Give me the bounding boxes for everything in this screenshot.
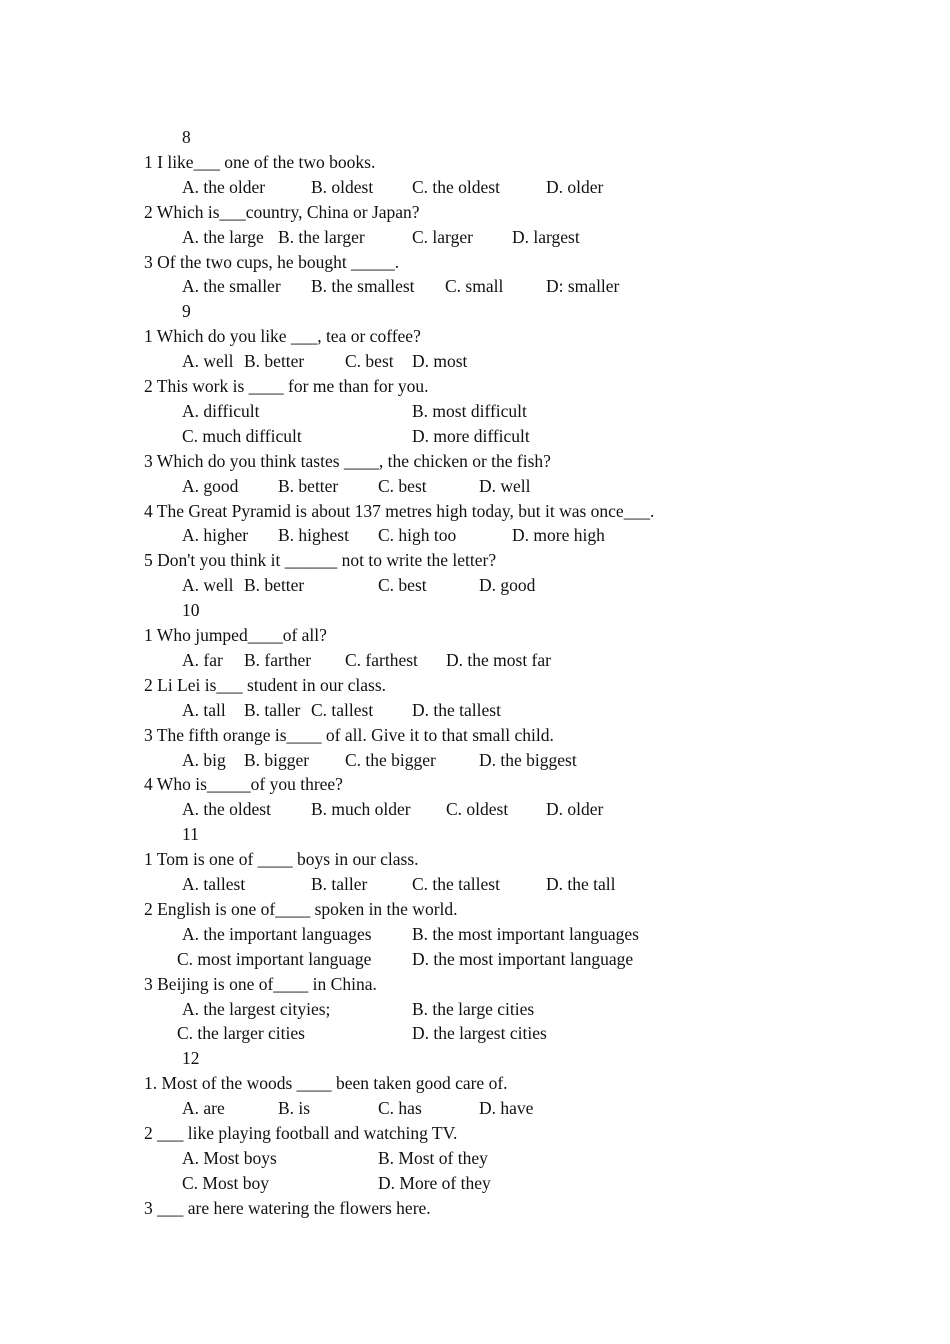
question-text: 1 Which do you like ___, tea or coffee? <box>144 326 421 347</box>
answer-option: A. Most boys <box>182 1147 277 1168</box>
options-row <box>0 698 950 723</box>
answer-option: D. more high <box>512 525 605 546</box>
answer-option: D. the biggest <box>479 749 577 770</box>
answer-option: D: smaller <box>546 276 620 297</box>
answer-option: C. high too <box>378 525 457 546</box>
answer-option: B. bigger <box>244 749 310 770</box>
question-text: 3 Which do you think tastes ____, the chicken or the fish? <box>144 450 551 471</box>
answer-option: D. more difficult <box>412 425 530 446</box>
answer-option: B. the most important languages <box>412 923 639 944</box>
answer-option: B. better <box>244 575 305 596</box>
answer-option: C. oldest <box>446 799 509 820</box>
answer-option: A. the important languages <box>182 923 372 944</box>
answer-option: D. More of they <box>378 1172 491 1193</box>
answer-option: D. older <box>546 799 604 820</box>
answer-option: B. better <box>278 475 339 496</box>
options-row <box>0 225 950 250</box>
options-row <box>0 997 950 1022</box>
answer-option: B. highest <box>278 525 349 546</box>
section-number: 9 <box>182 301 191 322</box>
answer-option: B. oldest <box>311 176 374 197</box>
section-number: 10 <box>182 600 200 621</box>
answer-option: B. farther <box>244 649 312 670</box>
options-row <box>0 474 950 499</box>
answer-option: B. the large cities <box>412 998 535 1019</box>
question-text: 2 ___ like playing football and watching TV. <box>144 1123 458 1143</box>
answer-option: C. the bigger <box>345 749 436 770</box>
answer-option: A. tallest <box>182 874 246 894</box>
question-text: 2 Which is___country, China or Japan? <box>144 201 420 222</box>
answer-option: A. tall <box>182 699 226 720</box>
answer-option: D. the tall <box>546 874 616 894</box>
options-row <box>0 872 950 897</box>
options-row <box>0 1096 950 1121</box>
question-text: 3 The fifth orange is____ of all. Give it to that small child. <box>144 724 554 745</box>
answer-option: D. the largest cities <box>412 1023 547 1044</box>
answer-option: A. the large <box>182 226 264 247</box>
question-text: 2 This work is ____ for me than for you. <box>144 376 429 396</box>
answer-option: C. the tallest <box>412 874 500 894</box>
answer-option: D. largest <box>512 226 580 247</box>
options-row <box>0 748 950 773</box>
answer-option: A. good <box>182 475 239 496</box>
options-row <box>0 175 950 200</box>
answer-option: A. far <box>182 649 223 670</box>
answer-option: D. the most important language <box>412 948 634 969</box>
options-row <box>0 349 950 374</box>
question-text: 5 Don't you think it ______ not to write the letter? <box>144 550 497 571</box>
question-text: 1 Tom is one of ____ boys in our class. <box>144 849 419 870</box>
answer-option: A. difficult <box>182 400 260 421</box>
answer-option: B. taller <box>244 699 301 720</box>
answer-option: C. the oldest <box>412 176 500 197</box>
answer-option: B. most difficult <box>412 400 527 421</box>
section-number: 11 <box>182 824 199 845</box>
answer-option: B. taller <box>311 874 368 894</box>
answer-option: C. best <box>345 351 394 372</box>
options-row <box>0 274 950 299</box>
question-text: 1. Most of the woods ____ been taken good care of. <box>144 1073 508 1094</box>
question-text: 4 The Great Pyramid is about 137 metres high today, but it was once___. <box>144 500 655 521</box>
answer-option: D. the tallest <box>412 699 501 720</box>
options-row <box>0 399 950 424</box>
answer-option: C. the larger cities <box>177 1023 305 1044</box>
answer-option: B. better <box>244 351 305 372</box>
answer-option: C. farthest <box>345 649 418 670</box>
question-text: 3 ___ are here watering the flowers here. <box>144 1197 431 1218</box>
question-text: 1 I like___ one of the two books. <box>144 151 376 172</box>
options-row <box>0 922 950 947</box>
options-row <box>0 573 950 598</box>
section-number: 8 <box>182 127 191 147</box>
question-text: 1 Who jumped____of all? <box>144 625 327 645</box>
answer-option: D. good <box>479 575 536 596</box>
answer-option: D. most <box>412 351 468 372</box>
options-row <box>0 947 950 972</box>
question-text: 3 Of the two cups, he bought _____. <box>144 251 400 272</box>
answer-option: B. much older <box>311 799 411 820</box>
answer-option: A. the oldest <box>182 799 271 820</box>
answer-option: C. small <box>445 276 504 297</box>
section-number: 12 <box>182 1048 200 1069</box>
options-row <box>0 1171 950 1196</box>
answer-option: C. Most boy <box>182 1172 270 1193</box>
options-row <box>0 1146 950 1171</box>
answer-option: A. well <box>182 575 234 596</box>
answer-option: C. much difficult <box>182 425 302 446</box>
answer-option: D. well <box>479 475 531 496</box>
options-row <box>0 1021 950 1046</box>
answer-option: C. best <box>378 575 427 596</box>
options-row <box>0 648 950 673</box>
options-row <box>0 424 950 449</box>
answer-option: C. most important language <box>177 948 372 969</box>
answer-option: A. the smaller <box>182 276 281 297</box>
answer-option: A. the largest cityies; <box>182 998 331 1019</box>
answer-option: B. the smallest <box>311 276 415 297</box>
answer-option: D. have <box>479 1098 534 1119</box>
answer-option: B. the larger <box>278 226 365 247</box>
answer-option: C. larger <box>412 226 473 247</box>
question-text: 3 Beijing is one of____ in China. <box>144 973 377 994</box>
answer-option: A. higher <box>182 525 249 546</box>
options-row <box>0 797 950 822</box>
answer-option: B. Most of they <box>378 1147 488 1168</box>
answer-option: D. older <box>546 176 604 197</box>
question-text: 4 Who is_____of you three? <box>144 774 343 795</box>
answer-option: D. the most far <box>446 649 551 670</box>
answer-option: A. well <box>182 351 234 372</box>
answer-option: A. the older <box>182 176 266 197</box>
answer-option: A. big <box>182 749 226 770</box>
answer-option: C. best <box>378 475 427 496</box>
answer-option: C. tallest <box>311 699 374 720</box>
answer-option: C. has <box>378 1098 422 1119</box>
answer-option: A. are <box>182 1098 225 1119</box>
question-text: 2 English is one of____ spoken in the world. <box>144 898 458 919</box>
options-row <box>0 523 950 548</box>
question-text: 2 Li Lei is___ student in our class. <box>144 674 387 695</box>
answer-option: B. is <box>278 1098 311 1119</box>
